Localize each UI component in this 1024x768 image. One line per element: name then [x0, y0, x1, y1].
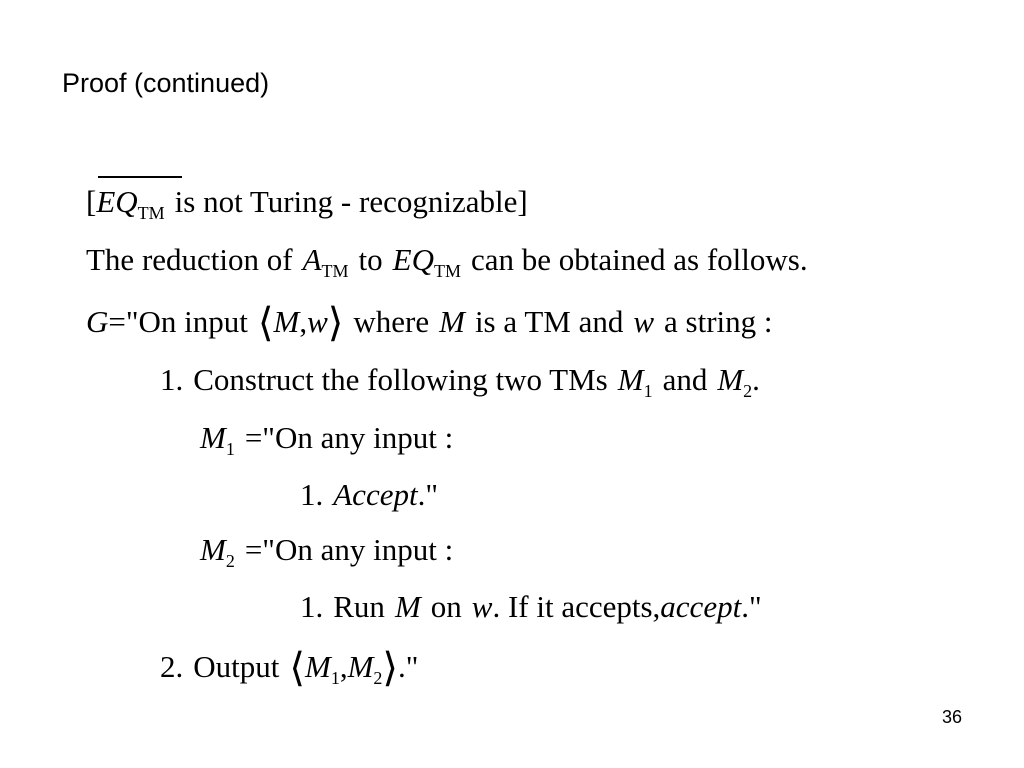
eq-subscript: TM: [433, 261, 461, 281]
atm-symbol: A: [302, 242, 322, 277]
proof-line-1: [86, 186, 528, 222]
eq-subscript: TM: [137, 203, 165, 223]
on-text: on: [430, 589, 462, 624]
atm-subscript: TM: [321, 261, 349, 281]
m2-symbol: M: [717, 362, 744, 397]
w-symbol: w: [307, 304, 328, 339]
eq-symbol: EQ: [392, 242, 434, 277]
accept-word: Accept: [333, 477, 418, 512]
m1-subscript: 1: [643, 381, 653, 401]
g-definition-start: ="On input: [108, 304, 248, 339]
step-number: 2.: [160, 649, 184, 684]
is-tm-text: is a TM and: [474, 304, 624, 339]
closing-quote: .": [398, 649, 419, 684]
m1-subscript: 1: [225, 439, 235, 459]
left-angle-bracket: ⟨: [257, 300, 274, 345]
w-symbol: w: [633, 304, 655, 339]
eq-symbol: EQ: [96, 184, 138, 219]
line-2-text-b: can be obtained as follows.: [470, 242, 808, 277]
m2-definition-text: ="On any input :: [244, 532, 454, 567]
closing-quote: .": [741, 589, 762, 624]
m1-subscript: 1: [330, 668, 340, 688]
m1-definition: [200, 422, 453, 458]
g-symbol: G: [86, 304, 109, 339]
m2-step-1: [300, 591, 762, 622]
m1-symbol: M: [304, 649, 331, 684]
period: .: [752, 362, 760, 397]
comma: ,: [299, 304, 308, 339]
m1-step-1: [300, 479, 438, 510]
left-angle-bracket: ⟨: [289, 645, 305, 690]
step-number: 1.: [160, 362, 184, 397]
line-1-text: is not Turing - recognizable]: [174, 184, 528, 219]
m1-definition-text: ="On any input :: [244, 420, 454, 455]
closing-quote: .": [417, 477, 438, 512]
line-2-to: to: [358, 242, 383, 277]
a-string-text: a string :: [664, 304, 773, 339]
m1-symbol: M: [200, 420, 226, 455]
page-number: 36: [941, 707, 962, 727]
output-text: Output: [193, 649, 280, 684]
m-symbol: M: [394, 589, 421, 624]
comma: ,: [339, 649, 348, 684]
step-text: Construct the following two TMs: [193, 362, 608, 397]
accept-word: accept: [660, 589, 742, 624]
proof-line-3: [86, 300, 773, 345]
m2-subscript: 2: [373, 668, 383, 688]
w-symbol: w: [471, 589, 493, 624]
run-text: Run: [333, 589, 385, 624]
proof-line-2: [86, 244, 808, 280]
m2-symbol: M: [200, 532, 226, 567]
m-symbol: M: [273, 304, 300, 339]
m2-subscript: 2: [225, 551, 235, 571]
step-number: 1.: [300, 477, 324, 512]
complement-overline: [98, 176, 182, 178]
line-2-text-a: The reduction of: [86, 242, 293, 277]
m2-symbol: M: [347, 649, 374, 684]
m2-definition: [200, 534, 453, 570]
right-angle-bracket: ⟩: [382, 645, 398, 690]
proof-step-1: [160, 364, 760, 400]
right-angle-bracket: ⟩: [327, 300, 344, 345]
proof-step-2: [160, 645, 419, 690]
step-number: 1.: [300, 589, 324, 624]
where-text: where: [353, 304, 430, 339]
open-bracket: [: [86, 184, 97, 219]
if-accepts-text: . If it accepts,: [492, 589, 661, 624]
m2-subscript: 2: [743, 381, 753, 401]
and-text: and: [662, 362, 708, 397]
m1-symbol: M: [617, 362, 644, 397]
slide-title: Proof (continued): [62, 68, 270, 98]
m-symbol: M: [439, 304, 465, 339]
